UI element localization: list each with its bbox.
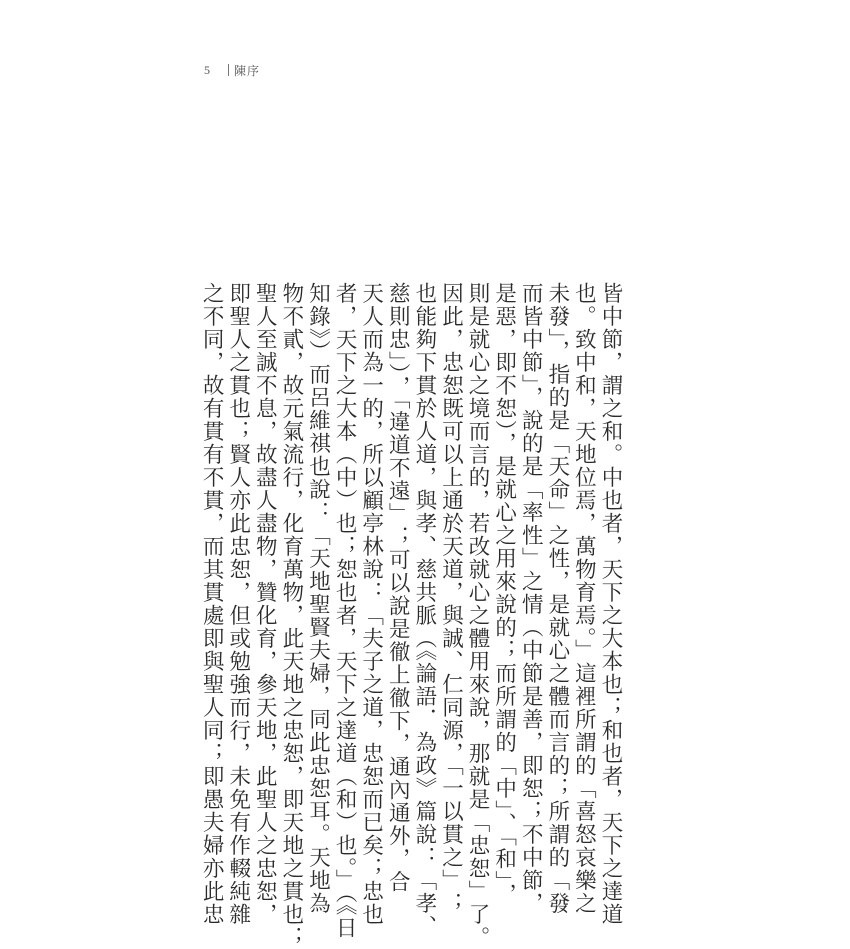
page-number: 5 — [204, 62, 210, 77]
text-column-9: 慈則忠」），「違道不遠」；可以說是徹上徹下，通內通外，合 — [385, 282, 411, 894]
text-column-4: 而皆中節」，說的是「率性」之情（中節是善，即恕；不中節， — [518, 282, 544, 916]
text-column-2: 也。致中和，天地位焉，萬物育焉。」這裡所謂的「喜怒哀樂之 — [571, 282, 597, 916]
text-column-16: 之不同，故有貫有不貫，而其貫處即與聖人同；即愚夫婦亦此忠 — [199, 282, 225, 926]
text-column-11: 者，天下之大本（中）也；恕也者，天下之達道（和）也。」（《日 — [332, 282, 358, 940]
text-column-8: 也能夠下貫於人道，與孝、慈共脈（《論語．為政》篇說：「孝、 — [411, 282, 437, 939]
text-column-13: 物不貳，故元氣流行，化育萬物，此天地之忠恕，即天地之貫也； — [278, 282, 304, 949]
text-column-12: 知錄》）而呂維祺也說：「天地聖賢夫婦，同此忠恕耳。天地為 — [305, 282, 331, 916]
text-column-1: 皆中節，謂之和。中也者，天下之大本也；和也者，天下之達道 — [598, 282, 623, 926]
body-text — [199, 282, 623, 949]
text-column-5: 是惡，即不恕），是就心之用來說的；而所謂的「中」、「和」， — [491, 282, 517, 906]
running-title: 陳序 — [234, 63, 261, 78]
page-header — [204, 60, 260, 80]
text-column-14: 聖人至誠不息，故盡人盡物，贊化育，參天地，此聖人之忠恕， — [252, 282, 278, 926]
text-column-6: 則是就心之境而言的，若改就心之體用來說，那就是「忠恕」了。 — [465, 282, 491, 949]
text-column-7: 因此，忠恕既可以上通於天道，與誠、仁同源，「一以貫之」； — [438, 282, 464, 916]
text-column-3: 未發」，指的是「天命」之性，是就心之體而言的；所謂的「發 — [544, 282, 570, 916]
text-column-15: 即聖人之貫也；賢人亦此忠恕，但或勉強而行，未免有作輟純雜 — [225, 282, 251, 926]
text-column-10: 天人而為一的，所以顧亭林說：「夫子之道，忠恕而已矣；忠也 — [358, 282, 384, 926]
header-divider — [228, 64, 229, 76]
